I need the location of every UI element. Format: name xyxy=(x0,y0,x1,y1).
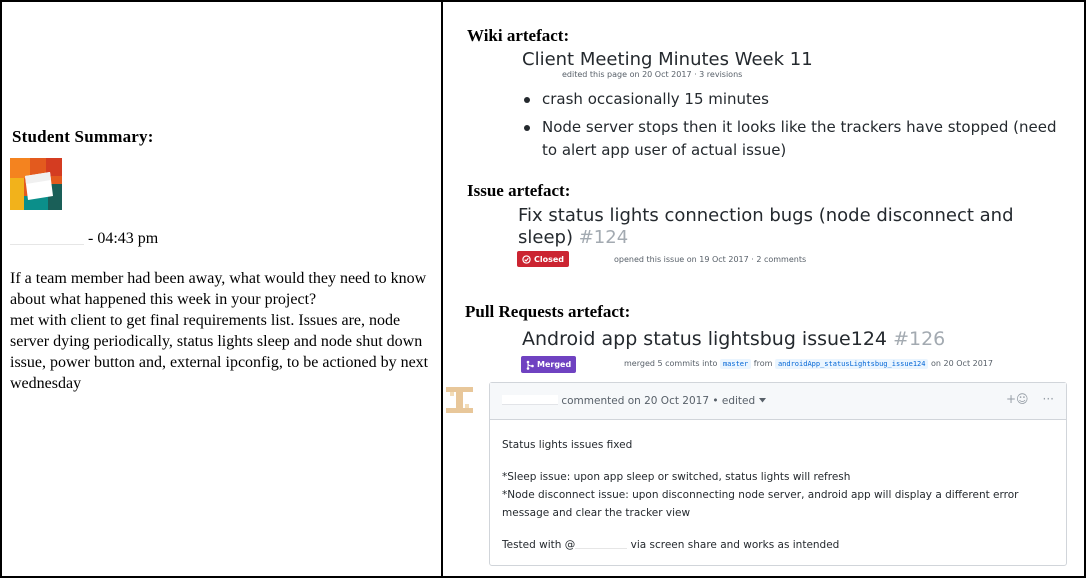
comment-line: *Sleep issue: upon app sleep or switched, status lights will refresh xyxy=(502,471,851,483)
list-item: Node server stops then it looks like the trackers have stopped (need to alert app user of actual issue) xyxy=(522,116,1062,162)
wiki-meta: edited this page on 20 Oct 2017 · 3 revisions xyxy=(562,70,743,79)
pr-title[interactable] xyxy=(522,328,945,350)
comment-author-line xyxy=(502,395,766,407)
issue-number: #124 xyxy=(578,227,629,248)
pr-title-text: Android app status lightsbug issue124 xyxy=(522,328,888,350)
summary-answer: met with client to get final requirements list. Issues are, node server dying periodically, status lights sleep and node shut down issue, power button and, external ipconfig, to be actioned by next wednesday xyxy=(10,312,429,392)
student-avatar xyxy=(10,158,62,210)
comment-mention-prefix: Tested with @ xyxy=(502,539,576,551)
summary-title: Student Summary: xyxy=(12,127,154,146)
wiki-bullet-list xyxy=(522,88,1062,167)
merge-icon xyxy=(526,360,534,370)
comment-line xyxy=(502,536,1054,554)
closed-badge-label: Closed xyxy=(534,254,565,264)
closed-issue-icon xyxy=(522,255,531,264)
avatar-image xyxy=(10,158,62,210)
add-reaction-icon[interactable]: +☺ xyxy=(1005,392,1029,406)
comment-actions xyxy=(1006,392,1054,406)
redacted-name xyxy=(10,231,84,245)
issue-meta: opened this issue on 19 Oct 2017 · 2 comments xyxy=(614,255,807,264)
identicon-icon xyxy=(444,383,475,419)
merged-badge-label: Merged xyxy=(537,360,572,369)
comment-line: Status lights issues fixed xyxy=(502,439,633,451)
issue-title[interactable] xyxy=(518,205,1028,249)
issue-title-text: Fix status lights connection bugs (node disconnect and sleep) xyxy=(518,205,1014,248)
pr-number: #126 xyxy=(893,328,946,350)
wiki-page-title[interactable]: Client Meeting Minutes Week 11 xyxy=(522,49,813,70)
wiki-label: Wiki artefact: xyxy=(467,26,570,45)
pr-meta-from: from xyxy=(753,359,773,368)
commenter-avatar xyxy=(444,383,475,419)
pr-meta xyxy=(624,359,993,368)
comment-line: *Node disconnect issue: upon disconnecting node server, android app will display a different error message and clear the tracker view xyxy=(502,489,1019,519)
comment-header xyxy=(490,383,1066,420)
pr-label: Pull Requests artefact: xyxy=(465,302,631,321)
summary-question: If a team member had been away, what would they need to know about what happened this week in your project? xyxy=(10,270,427,308)
summary-text xyxy=(10,268,440,394)
student-summary-panel xyxy=(0,0,441,578)
comment-mention-suffix: via screen share and works as intended xyxy=(630,539,840,551)
pr-meta-date: on 20 Oct 2017 xyxy=(931,359,993,368)
summary-time: - 04:43 pm xyxy=(88,230,159,247)
artefacts-panel xyxy=(443,0,1084,578)
comment-header-text[interactable]: commented on 20 Oct 2017 • edited xyxy=(561,395,756,407)
pr-comment xyxy=(489,382,1067,566)
redacted-username xyxy=(502,395,558,405)
status-badge-merged xyxy=(521,356,576,373)
comment-body xyxy=(490,420,1066,570)
redacted-mention xyxy=(575,539,627,549)
summary-timestamp-row xyxy=(10,230,158,248)
issue-label: Issue artefact: xyxy=(467,181,571,200)
pr-meta-merged: merged 5 commits into xyxy=(624,359,718,368)
chevron-down-icon[interactable] xyxy=(759,398,766,403)
base-branch[interactable]: master xyxy=(720,359,751,369)
more-options-icon[interactable]: ··· xyxy=(1042,392,1054,406)
list-item: crash occasionally 15 minutes xyxy=(522,88,1062,111)
head-branch[interactable]: androidApp_statusLightsbug_issue124 xyxy=(775,359,929,369)
status-badge-closed xyxy=(517,251,569,267)
